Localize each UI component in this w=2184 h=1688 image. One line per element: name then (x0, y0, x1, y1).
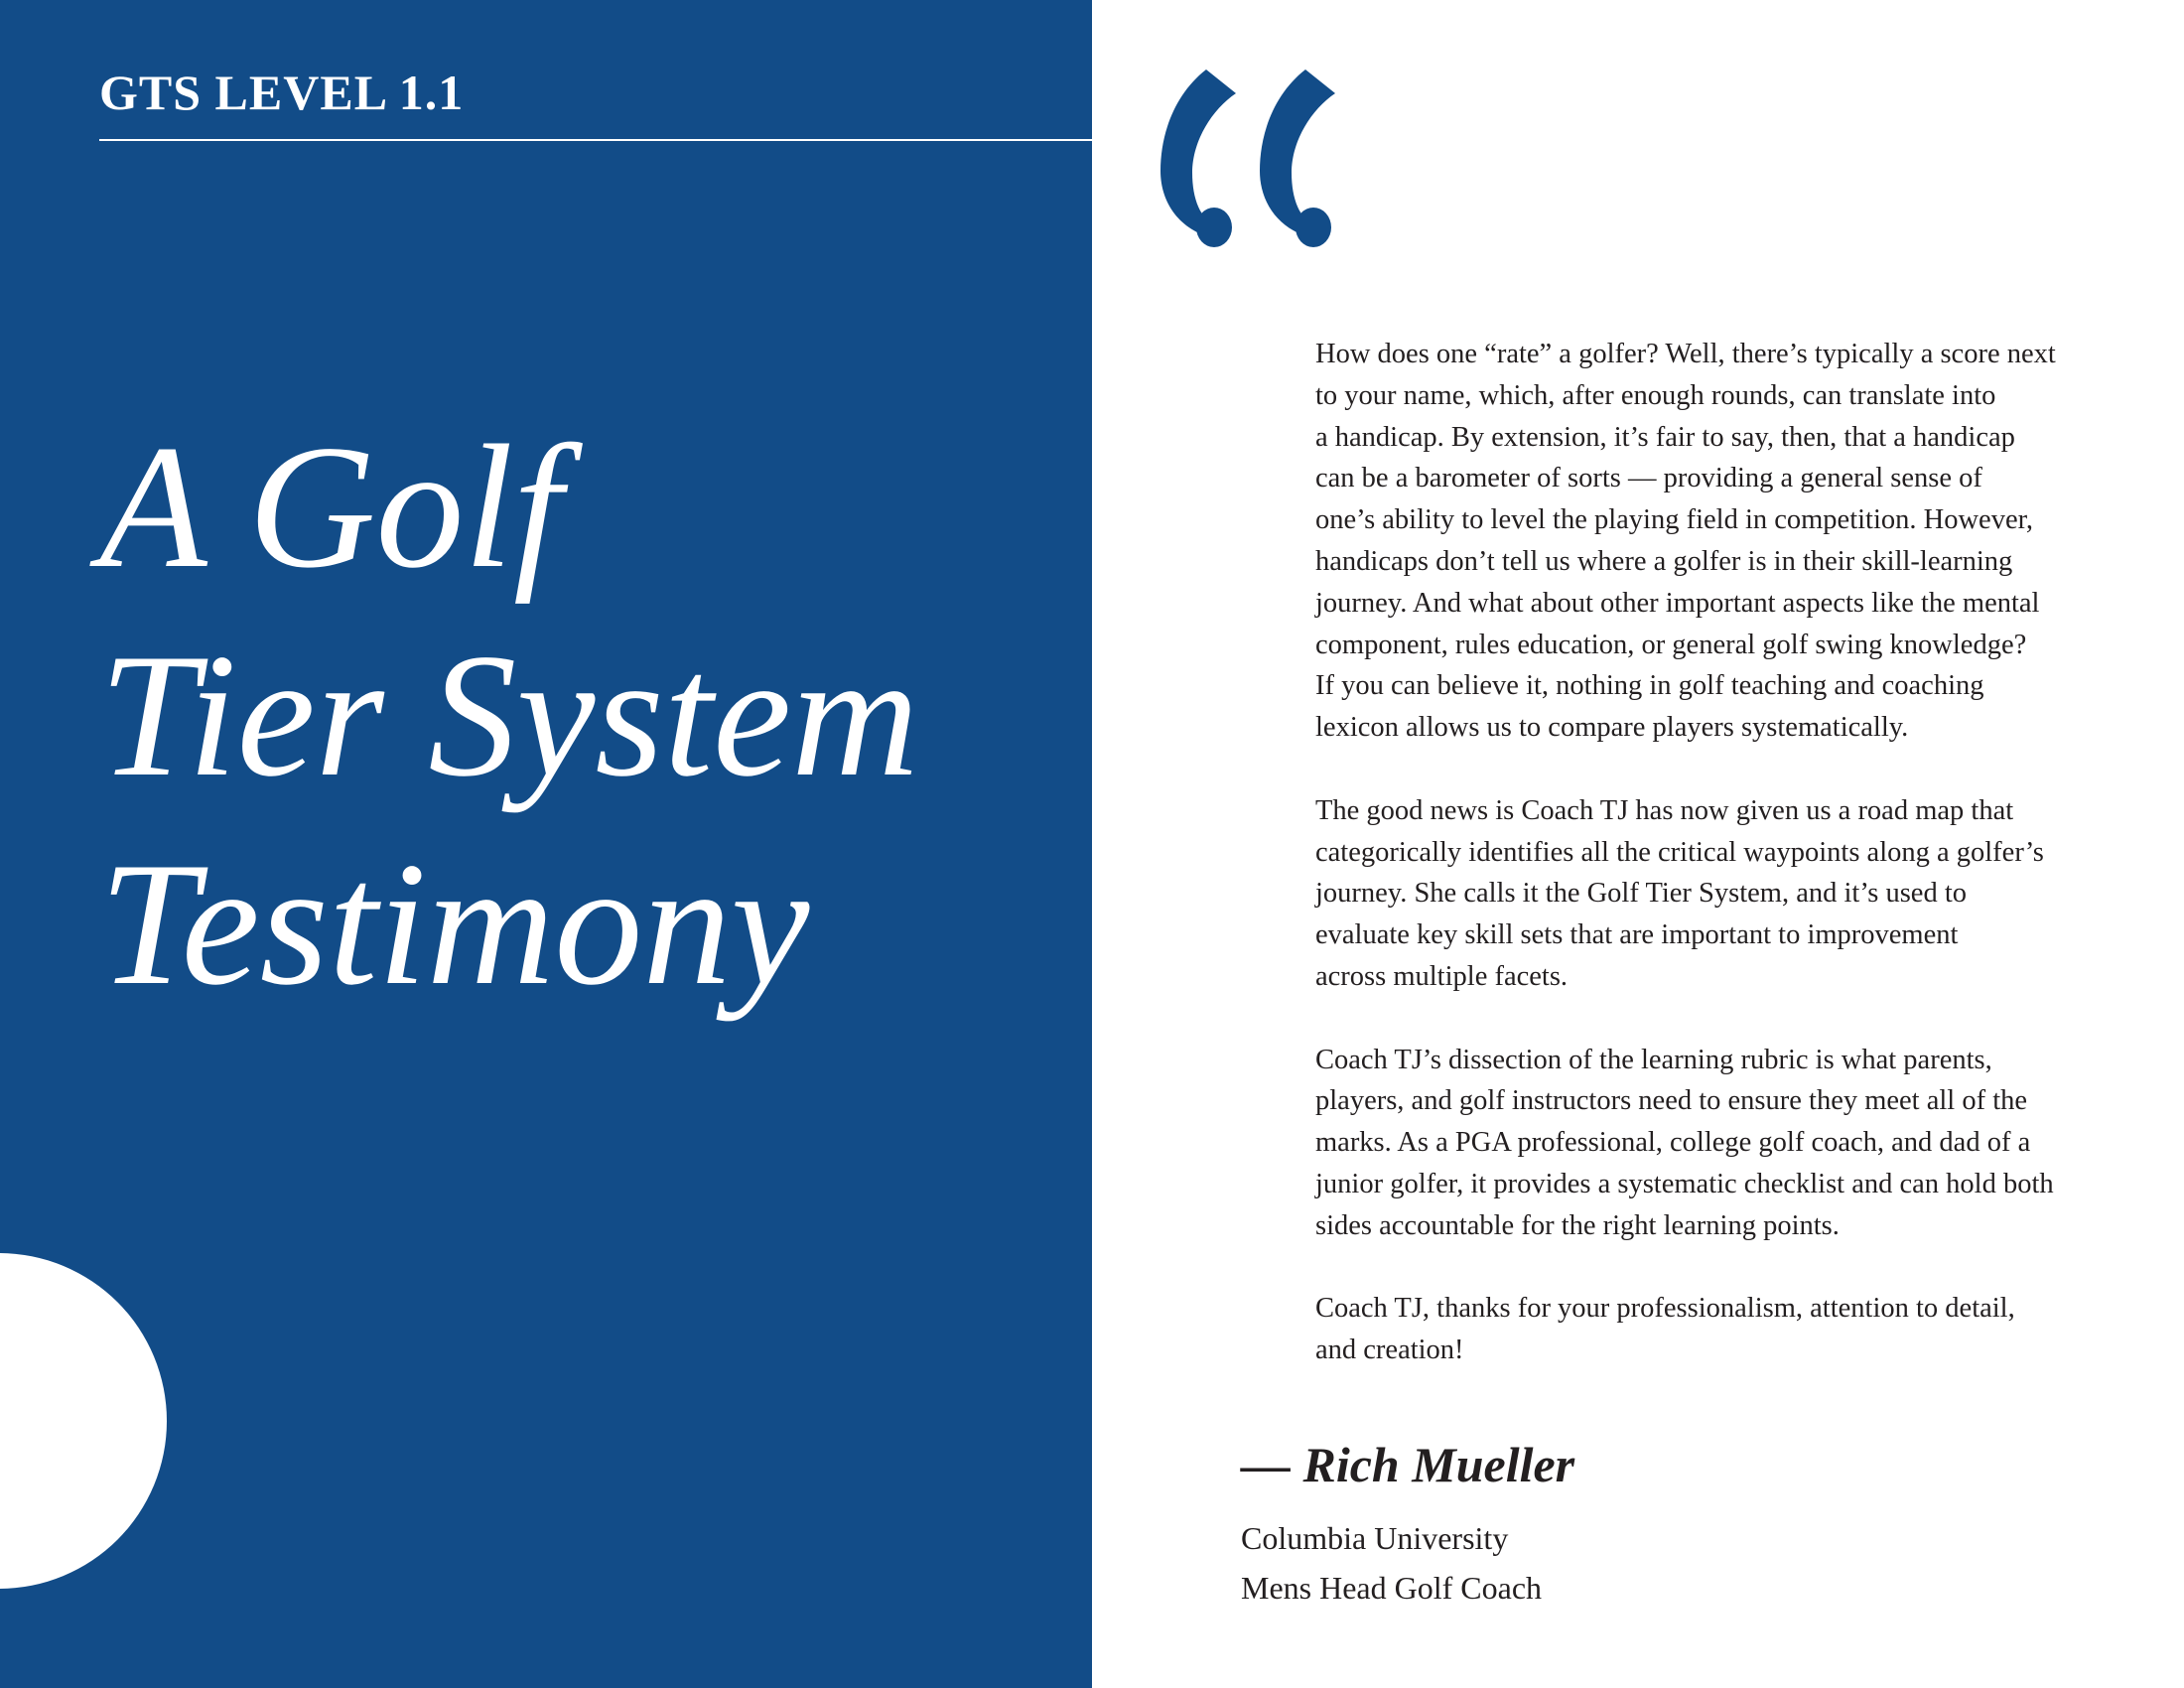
text-line: journey. And what about other important aspects like the mental (1315, 587, 2040, 619)
testimony-paragraph (1315, 790, 2070, 998)
testimony-paragraph (1315, 1040, 2070, 1247)
title-line: A Golf (99, 408, 563, 605)
title-line: Testimony (99, 825, 810, 1022)
text-line: a handicap. By extension, it’s fair to say, then, that a handicap (1315, 421, 2015, 453)
page-title (99, 402, 919, 1028)
text-line: Coach TJ’s dissection of the learning rubric is what parents, (1315, 1044, 1992, 1075)
text-line: junior golfer, it provides a systematic checklist and can hold both (1315, 1168, 2054, 1199)
text-line: to your name, which, after enough rounds, can translate into (1315, 379, 1996, 411)
testimony-paragraph (1315, 1288, 2070, 1371)
text-line: component, rules education, or general golf swing knowledge? (1315, 629, 2027, 660)
text-line: The good news is Coach TJ has now given us a road map that (1315, 794, 2014, 826)
attribution-role: Mens Head Golf Coach (1241, 1570, 1543, 1606)
text-line: evaluate key skill sets that are important to improvement (1315, 919, 1959, 951)
text-line: lexicon allows us to compare players systematically. (1315, 712, 1909, 744)
attribution-organization: Columbia University (1241, 1520, 1509, 1556)
text-line: marks. As a PGA professional, college golf coach, and dad of a (1315, 1127, 2031, 1159)
text-line: journey. She calls it the Golf Tier System, and it’s used to (1315, 878, 1967, 910)
attribution-affiliation (1241, 1513, 1542, 1613)
text-line: Coach TJ, thanks for your professionalism, attention to detail, (1315, 1293, 2015, 1325)
decorative-circle (0, 1253, 167, 1589)
text-line: handicaps don’t tell us where a golfer is in their skill-learning (1315, 545, 2013, 577)
testimony-body (1315, 334, 2070, 1413)
text-line: can be a barometer of sorts — providing a general sense of (1315, 463, 1982, 494)
text-line: and creation! (1315, 1335, 1464, 1366)
testimony-paragraph (1315, 334, 2070, 749)
attribution-name: — Rich Mueller (1241, 1437, 1575, 1492)
header-divider (99, 139, 1092, 141)
text-line: one’s ability to level the playing field in competition. However, (1315, 504, 2034, 536)
text-line: How does one “rate” a golfer? Well, there’s typically a score next (1315, 339, 2056, 369)
opening-quote-icon (1157, 50, 1360, 263)
text-line: across multiple facets. (1315, 960, 1569, 992)
title-line: Tier System (99, 617, 919, 813)
text-line: If you can believe it, nothing in golf teaching and coaching (1315, 670, 1984, 702)
text-line: players, and golf instructors need to ensure they meet all of the (1315, 1085, 2028, 1117)
text-line: categorically identifies all the critical waypoints along a golfer’s (1315, 836, 2044, 868)
text-line: sides accountable for the right learning points. (1315, 1209, 1840, 1241)
series-label: GTS LEVEL 1.1 (99, 65, 465, 120)
